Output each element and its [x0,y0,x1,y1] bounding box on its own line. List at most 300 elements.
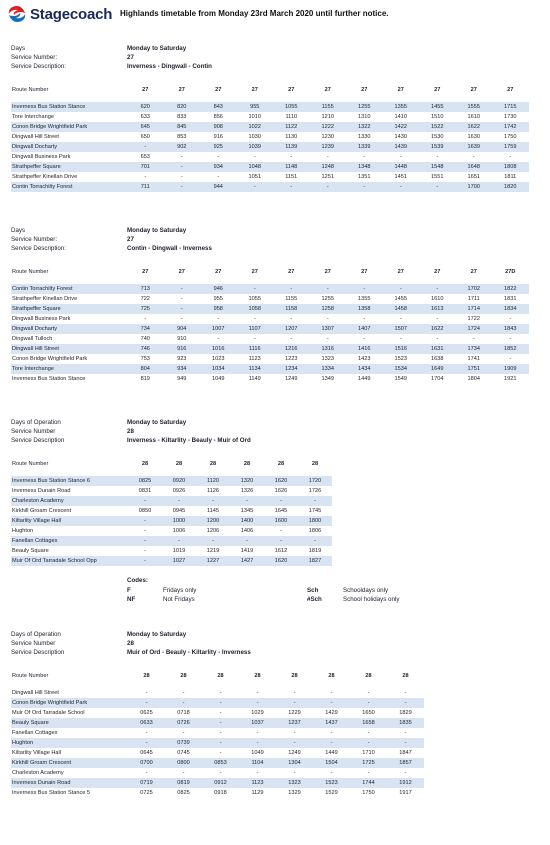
route-number: 28 [402,673,409,679]
departure-time: 1255 [321,296,334,302]
departure-time: 1049 [212,376,225,382]
departure-time: 1419 [240,548,254,554]
departure-time: - [509,316,512,322]
stop-name: Dingwall Business Park [12,154,71,160]
departure-time: - [293,690,296,696]
departure-time: - [367,770,370,776]
codes-legend [127,577,427,607]
departure-time: 1449 [358,376,371,382]
departure-time: 1811 [504,174,517,180]
departure-time: 1548 [419,162,456,172]
timetable-table [11,260,529,384]
meta-label: Service Description [11,437,65,444]
departure-time: 1504 [313,758,350,768]
departure-time: 620 [127,102,164,112]
departure-time: 1834 [492,304,529,314]
departure-time: 1610 [467,114,480,120]
departure-time: - [399,336,402,342]
departure-time: 0825 [128,476,162,486]
departure-time: 819 [140,376,150,382]
departure-time: - [346,284,383,294]
departure-time: - [367,730,370,736]
table-row [11,304,529,314]
departure-time: 856 [213,114,223,120]
departure-time: - [419,284,456,294]
departure-time: 1207 [273,324,310,334]
departure-time: 1434 [346,364,383,374]
departure-time: 1722 [467,316,480,322]
departure-time: 0853 [202,758,239,768]
timetable-28-muir-of-ord-inverness [11,630,424,798]
departure-time: 1010 [248,114,261,120]
departure-time: 1219 [206,548,220,554]
departure-time: 1049 [251,750,264,756]
departure-time: 725 [127,304,164,314]
departure-time: 1650 [362,710,375,716]
departure-time: 1549 [394,376,407,382]
table-row [11,172,529,182]
stop-name: Dingwall Hill Street [12,134,59,140]
departure-time: 1310 [358,114,371,120]
departure-time: 1702 [456,284,493,294]
departure-time: 1522 [419,122,456,132]
stop-name: Charleston Academy [12,770,64,776]
route-number: 27 [142,269,149,275]
departure-time: 1630 [467,134,480,140]
departure-time: - [128,556,162,566]
departure-time: 0850 [138,508,152,514]
departure-time: 1149 [248,376,261,382]
stop-name: Dingwall Tulloch [12,336,53,342]
departure-time: - [313,738,350,748]
stop-name: Dingwall Hill Street [11,344,127,354]
departure-time: - [383,284,420,294]
timetable-table [11,78,529,192]
departure-time: 1912 [387,778,424,788]
stop-name: Hughton [11,738,128,748]
departure-time: - [387,698,424,708]
departure-time: - [202,718,239,728]
stop-name: Beauly Square [11,718,128,728]
departure-time: - [196,536,230,546]
stop-name: Dingwall Docharty [11,324,127,334]
departure-time: - [164,284,201,294]
departure-time: 1507 [383,324,420,334]
route-number-label: Route Number [12,87,49,93]
departure-time: - [219,770,222,776]
departure-time: - [330,730,333,736]
departure-time: - [346,182,383,192]
service-meta [11,44,529,78]
departure-time: 1148 [273,162,310,172]
departure-time: 1804 [467,376,480,382]
departure-time: 853 [177,134,187,140]
departure-time: 1857 [387,758,424,768]
departure-time: - [164,162,201,172]
departure-time: - [144,528,146,534]
departure-time: 1651 [467,174,480,180]
departure-time: - [239,738,276,748]
departure-time: 0825 [177,790,190,796]
table-row [11,314,529,324]
departure-time: 833 [177,114,187,120]
departure-time: 0719 [128,778,165,788]
departure-time: 0926 [172,488,186,494]
departure-time: 1355 [358,296,371,302]
departure-time: 1130 [285,134,298,140]
departure-time: 1847 [399,750,412,756]
table-row [11,294,529,304]
meta-value: Muir of Ord - Beauly - Kiltarlity - Inverness [127,649,251,656]
route-number: 27 [142,87,149,93]
departure-time: 1326 [240,488,254,494]
route-number: 28 [175,461,183,467]
departure-time: 804 [127,364,164,374]
table-row [11,182,529,192]
departure-time: 1110 [285,114,298,120]
departure-time: 1800 [298,516,332,526]
departure-time: 1416 [346,344,383,354]
stop-name: Inverness Dunain Road [12,488,71,494]
meta-value: Inverness - Dingwall - Contin [127,63,212,70]
departure-time: - [293,730,296,736]
code-key: F [127,587,131,594]
departure-time: 1019 [172,548,186,554]
departure-time: 0945 [172,508,186,514]
departure-time: - [256,770,259,776]
departure-time: 1626 [274,488,288,494]
departure-time: 1742 [492,122,529,132]
brand-name: Stagecoach [30,5,113,23]
meta-value: 28 [127,428,134,435]
departure-time: 1704 [431,376,444,382]
meta-label: Service Number: [11,236,58,243]
departure-time: - [387,738,424,748]
departure-time: 1429 [325,710,338,716]
departure-time: 1610 [431,296,444,302]
departure-time: 1016 [200,344,237,354]
table-row [11,698,424,708]
timetable-table [11,664,424,798]
departure-time: - [404,770,407,776]
departure-time: 1027 [162,556,196,566]
route-number: 28 [254,673,261,679]
stop-name: Dingwall Business Park [12,316,71,322]
departure-time: - [264,536,298,546]
departure-time: 1539 [419,142,456,152]
departure-time: - [145,690,148,696]
meta-value: Inverness - Kiltarlity - Beauly - Muir of Ord [127,437,251,444]
departure-time: - [280,528,282,534]
departure-time: 1649 [419,364,456,374]
departure-time: - [326,336,329,342]
departure-time: 1123 [248,356,261,362]
departure-time: 916 [213,134,223,140]
departure-time: - [253,316,256,322]
departure-time: 1248 [310,162,347,172]
route-number-row [11,78,529,102]
departure-time: 1349 [321,376,334,382]
departure-time: - [180,154,183,160]
departure-time: - [350,738,387,748]
departure-time: - [253,154,256,160]
departure-time: 1410 [394,114,407,120]
service-meta [11,418,332,452]
departure-time: 1451 [394,174,407,180]
code-meaning: Not Fridays [163,596,195,603]
departure-time: - [383,182,420,192]
departure-time: 1155 [310,102,347,112]
table-row [11,536,332,546]
departure-time: 1622 [419,324,456,334]
departure-time: 0912 [202,778,239,788]
meta-label: Service Description: [11,245,67,252]
departure-time: 925 [200,142,237,152]
departure-time: - [509,154,512,160]
stop-name: Fanellan Cottages [12,730,58,736]
departure-time: - [164,182,201,192]
departure-time: 1806 [308,528,322,534]
departure-time: 1322 [346,122,383,132]
departure-time: 1051 [248,174,261,180]
departure-time: 1000 [162,516,196,526]
meta-label: Days of Operation [11,631,61,638]
departure-time: 711 [127,182,164,192]
meta-label: Days [11,227,26,234]
table-row [11,112,529,122]
departure-time: 1406 [240,528,254,534]
stop-name: Beauly Square [12,548,49,554]
stop-name: Strathpeffer Square [11,162,127,172]
departure-time: 1449 [325,750,338,756]
route-number-label: Route Number [12,461,49,467]
meta-value: Contin - Dingwall - Inverness [127,245,212,252]
departure-time: - [276,738,313,748]
departure-time: - [350,698,387,708]
departure-time: - [196,496,230,506]
departure-time: - [162,536,196,546]
departure-time: 0726 [165,718,202,728]
table-row [11,334,529,344]
departure-time: 1123 [239,778,276,788]
table-row [11,364,529,374]
table-row [11,284,529,294]
table-row [11,354,529,364]
departure-time: 1304 [276,758,313,768]
stop-name: Strathpeffer Kinellan Drive [12,296,78,302]
departure-time: 1223 [285,356,298,362]
departure-time: 1430 [394,134,407,140]
meta-label: Service Description [11,649,65,656]
departure-time: - [180,316,183,322]
departure-time: 722 [140,296,150,302]
departure-time: 1249 [285,376,298,382]
service-meta [11,226,529,260]
meta-label: Days [11,45,26,52]
table-row [11,374,529,384]
departure-time: 713 [127,284,164,294]
route-number-row [11,664,424,688]
departure-time: - [128,698,165,708]
departure-time: 1613 [419,304,456,314]
departure-time: 934 [164,364,201,374]
departure-time: - [239,698,276,708]
departure-time: 1258 [310,304,347,314]
meta-label: Service Description: [11,63,67,70]
departure-time: 1720 [298,476,332,486]
departure-time: 1612 [274,548,288,554]
route-number: 27 [434,269,441,275]
table-row [11,506,332,516]
stop-name: Tore Interchange [11,364,127,374]
departure-time: - [298,496,332,506]
table-row [11,476,332,486]
departure-time: 1210 [321,114,334,120]
departure-time: - [363,336,366,342]
meta-value: 27 [127,54,134,61]
route-number: 27 [470,87,477,93]
departure-time: 1122 [273,122,310,132]
route-number: 27D [505,269,516,275]
table-row [11,768,424,778]
route-number: 28 [180,673,187,679]
departure-time: 1237 [276,718,313,728]
table-row [11,486,332,496]
departure-time: 1741 [467,356,480,362]
route-number: 27 [215,269,222,275]
code-meaning: Fridays only [163,587,197,594]
departure-time: - [217,336,220,342]
departure-time: 1909 [492,364,529,374]
departure-time: - [509,336,512,342]
departure-time: 1400 [230,516,264,526]
departure-time: 1726 [308,488,322,494]
departure-time: 1216 [273,344,310,354]
departure-time: 734 [127,324,164,334]
departure-time: 1229 [288,710,301,716]
departure-time: - [182,770,185,776]
departure-time: 1329 [288,790,301,796]
departure-time: 1551 [431,174,444,180]
route-number: 27 [324,87,331,93]
departure-time: 1348 [346,162,383,172]
departure-time: 0700 [128,758,165,768]
departure-time: - [219,690,222,696]
departure-time: - [404,690,407,696]
departure-time: 923 [177,356,187,362]
departure-time: 1724 [456,324,493,334]
departure-time: 1155 [285,296,298,302]
departure-time: 1116 [237,344,274,354]
departure-time: - [180,174,183,180]
stop-name: Kirkhill Groam Crescent [12,508,72,514]
route-number-row [11,452,332,476]
stop-name: Strathpeffer Kinellan Drive [12,174,78,180]
departure-time: 958 [200,304,237,314]
stop-name: Dingwall Docharty [11,142,127,152]
departure-time: 1022 [237,122,274,132]
departure-time: 955 [213,296,223,302]
stop-name: Inverness Bus Station Stance [12,376,86,382]
stop-name: Strathpeffer Square [11,304,127,314]
departure-time: - [219,710,222,716]
departure-time: - [290,336,293,342]
route-number-label: Route Number [12,269,49,275]
stop-name: Inverness Bus Station Stance [11,102,127,112]
departure-time: - [230,496,264,506]
codes-title: Codes: [127,577,148,584]
departure-time: 1222 [310,122,347,132]
stop-name: Kirkhill Groam Crescent [11,758,128,768]
departure-time: 0800 [165,758,202,768]
departure-time: - [128,496,162,506]
departure-time: 1555 [456,102,493,112]
stagecoach-swirl-icon [6,4,28,24]
table-row [11,152,529,162]
departure-time: - [404,730,407,736]
departure-time: 1510 [431,114,444,120]
departure-time: 1251 [321,174,334,180]
departure-time: 1055 [273,102,310,112]
departure-time: - [165,698,202,708]
departure-time: 843 [200,102,237,112]
departure-time: - [128,516,162,526]
departure-time: 1055 [248,296,261,302]
stop-name: Inverness Dunain Road [11,778,128,788]
departure-time: - [182,690,185,696]
stop-name: Kiltarlity Village Hall [11,516,128,526]
departure-time: 934 [200,162,237,172]
meta-value: 28 [127,640,134,647]
departure-time: 1129 [251,790,264,796]
code-key: Sch [307,587,319,594]
departure-time: 1750 [362,790,375,796]
departure-time: 1423 [358,356,371,362]
page-header [6,4,546,26]
departure-time: - [419,182,456,192]
timetable-headline: Highlands timetable from Monday 23rd March 2020 until further notice. [120,9,389,18]
meta-label: Service Number [11,428,56,435]
stop-name: Muir Of Ord Tarradale School Opp [11,556,128,566]
departure-time: 1529 [325,790,338,796]
departure-time: 1751 [456,364,493,374]
departure-time: 1711 [467,296,480,302]
timetable-27-contin-inverness [11,226,529,384]
meta-value: 27 [127,236,134,243]
departure-time: 1200 [196,516,230,526]
departure-time: - [310,182,347,192]
departure-time: 1631 [419,344,456,354]
departure-time: 0831 [138,488,152,494]
departure-time: 1725 [350,758,387,768]
code-key: NF [127,596,136,603]
departure-time: - [145,730,148,736]
route-number: 28 [277,461,285,467]
stop-name: Kiltarlity Village Hall [12,750,62,756]
table-row [11,132,529,142]
route-number: 28 [365,673,372,679]
departure-time: 1827 [298,556,332,566]
departure-time: 1715 [492,102,529,112]
departure-time: - [367,690,370,696]
departure-time: 0920 [162,476,196,486]
stop-name: Dingwall Hill Street [12,690,59,696]
table-row [11,526,332,536]
table-row [11,344,529,354]
departure-time: 1710 [362,750,375,756]
departure-time: 1023 [212,356,225,362]
departure-time: 0739 [165,738,202,748]
